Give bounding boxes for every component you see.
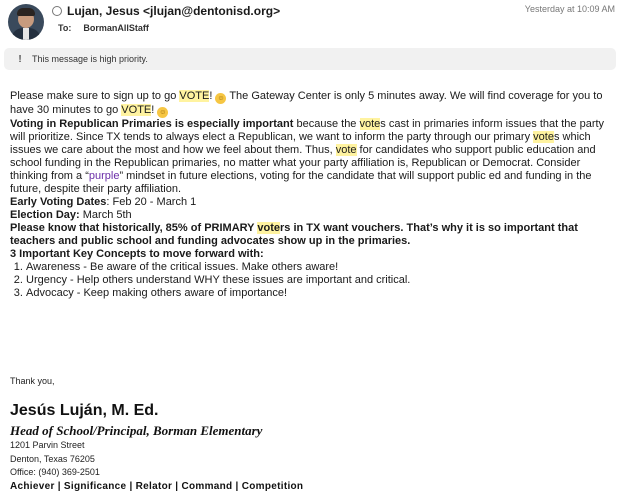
purple-word: purple [88,170,120,182]
presence-status-icon [52,6,62,16]
paragraph-vouchers: Please know that historically, 85% of PRIMARY voters in TX want vouchers. That’s why it is so important that teachers and public school and funding advocates show up in the primaries. [10,222,578,247]
recipient-name[interactable]: BormanAllStaff [83,23,149,33]
paragraph-primaries: Voting in Republican Primaries is especially important because the votes cast in primaries inform issues that the party will prioritize. Since TX tends to always elect a Republican, we want to inform the party through our primary votes which issues we care about the most and how we feel about them. Thus, vote for candidates who support public education and school funding in the Republican primaries, no matter what your party affiliation is, Republican or Democrat. Consider thinking from a “purple” mindset in future elections, voting for the candidate that will support public ed and funding in the future, despite their party affiliation. [10,118,605,195]
early-voting-value: : Feb 20 - March 1 [106,196,197,208]
paragraph-dates [10,196,610,222]
smiling-emoji-icon: ☺ [159,109,167,116]
exclamation-icon: ! [18,53,22,65]
message-timestamp: Yesterday at 10:09 AM [524,4,615,14]
concepts-heading: 3 Important Key Concepts to move forward with: [10,248,264,260]
early-voting-label: Early Voting Dates [10,196,107,208]
highlight-vote: VOTE [179,90,210,102]
message-header [0,0,625,44]
election-day-label: Election Day: [10,209,80,221]
closing-text: Thank you, [10,376,55,386]
election-day-value: March 5th [79,209,132,221]
list-item: 2. Urgency - Help others understand WHY these issues are important and critical. [26,274,610,287]
paragraph-signup: Please make sure to sign up to go VOTE! ☺ The Gateway Center is only 5 minutes away. We will find coverage for you to have 30 minutes to go VOTE! ☺ [10,90,603,116]
list-item: 3. Advocacy - Keep making others aware of importance! [26,287,610,300]
sender-avatar[interactable] [8,4,44,40]
signature-address-street: 1201 Parvin Street [10,440,85,450]
signature-address-city: Denton, Texas 76205 [10,454,95,464]
priority-text: This message is high priority. [32,54,148,64]
signature-title: Head of School/Principal, Borman Elementary [10,423,263,438]
high-priority-banner [4,48,616,70]
highlight-vote: vote [359,118,381,130]
highlight-vote: vote [335,144,357,156]
signature-strengths: Achiever | Significance | Relator | Command | Competition [10,481,304,492]
bold-lead: Voting in Republican Primaries is especially important [10,118,294,130]
signature-name: Jesús Luján, M. Ed. [10,402,159,419]
to-label: To: [58,23,72,33]
sender-row[interactable] [52,4,280,18]
highlight-vote: vote [257,222,280,234]
message-body [10,90,610,300]
highlight-vote: VOTE [121,104,152,116]
signature-office-phone[interactable]: Office: (940) 369-2501 [10,467,100,477]
recipient-row [58,23,149,33]
concepts-list [10,261,610,300]
smiling-emoji-icon: ☺ [217,95,225,102]
highlight-vote: vote [533,131,554,143]
sender-name[interactable]: Lujan, Jesus <jlujan@dentonisd.org> [67,4,281,18]
list-item: 1. Awareness - Be aware of the critical issues. Make others aware! [26,261,610,274]
